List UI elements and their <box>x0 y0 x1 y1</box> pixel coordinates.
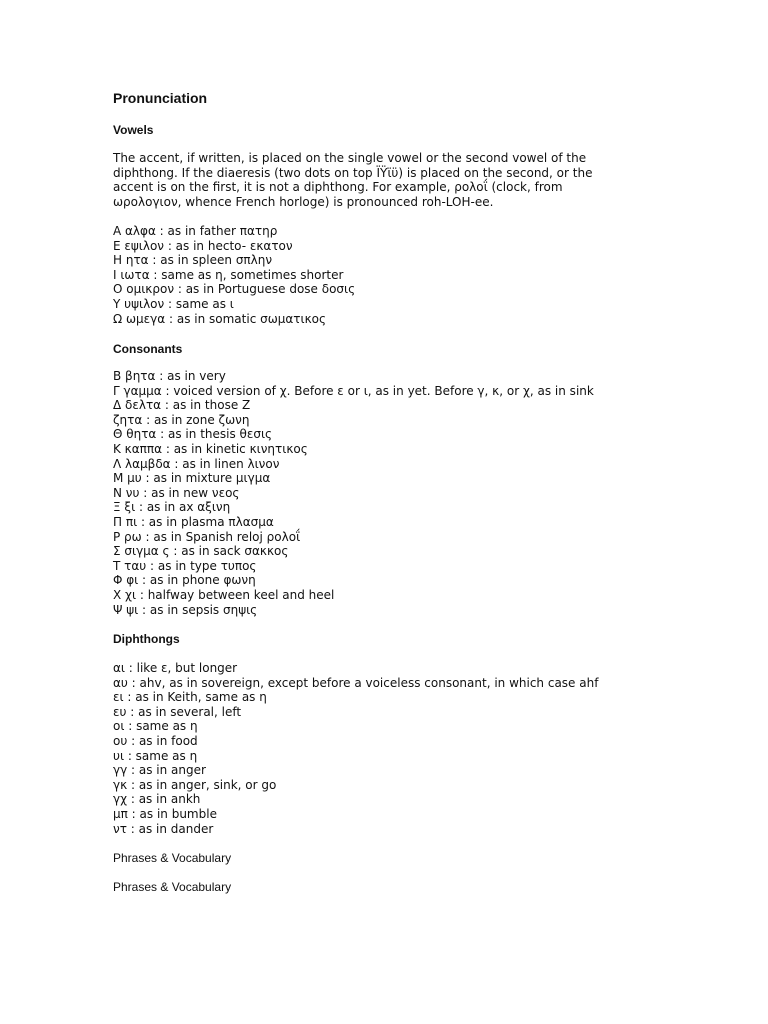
diphthongs-heading: Diphthongs <box>113 632 180 646</box>
diphthong-item: γκ : as in anger, sink, or go <box>113 777 277 792</box>
consonant-item: Ξ ξι : as in ax αξινη <box>113 500 231 515</box>
vowels-intro-line: The accent, if written, is placed on the single vowel or the second vowel of the <box>113 151 587 165</box>
diphthong-item: ντ : as in dander <box>113 821 214 836</box>
consonant-item: Κ καππα : as in kinetic κινητικος <box>113 441 308 456</box>
consonant-item: Ψ ψι : as in sepsis σηψις <box>113 602 258 617</box>
diphthong-item: ου : as in food <box>113 733 198 748</box>
consonants-heading: Consonants <box>113 342 183 356</box>
consonant-item: Μ μυ : as in mixture μιγμα <box>113 471 271 486</box>
diphthong-item: ευ : as in several, left <box>113 704 242 719</box>
vowel-item: Υ υψιλον : same as ι <box>113 296 234 311</box>
vowel-item: Ο ομικρον : as in Portuguese dose δοσις <box>113 282 356 297</box>
vowel-item: Α αλφα : as in father πατηρ <box>113 224 278 238</box>
vowels-intro <box>113 151 592 209</box>
diphthongs-list <box>113 661 598 836</box>
consonant-item: Δ δελτα : as in those Ζ <box>113 398 251 413</box>
consonant-item: Χ χι : halfway between keel and heel <box>113 587 335 602</box>
consonant-item: Π πι : as in plasma πλασμα <box>113 514 274 529</box>
consonant-item: Λ λαμβδα : as in linen λινον <box>113 456 280 471</box>
diphthong-item: οι : same as η <box>113 719 198 734</box>
consonant-item: ζητα : as in zone ζωνη <box>113 412 250 427</box>
diphthong-item: γγ : as in anger <box>113 763 206 778</box>
phrases-vocabulary-text: Phrases & Vocabulary <box>113 880 232 894</box>
consonant-item: Ρ ρω : as in Spanish reloj ρολοΐ <box>113 529 301 544</box>
phrases-vocabulary-text: Phrases & Vocabulary <box>113 851 232 865</box>
vowels-list <box>113 224 355 326</box>
vowel-item: Η ητα : as in spleen σπλην <box>113 253 273 268</box>
diphthong-item: ει : as in Keith, same as η <box>113 690 267 705</box>
vowel-item: Ι ιωτα : same as η, sometimes shorter <box>113 267 344 282</box>
vowels-heading: Vowels <box>113 123 154 137</box>
diphthong-item: αυ : ahv, as in sovereign, except before a voiceless consonant, in which case ahf <box>113 675 599 690</box>
diphthong-item: υι : same as η <box>113 748 198 763</box>
consonant-item: Β βητα : as in very <box>113 369 226 383</box>
vowel-item: Ε εψιλον : as in hecto- εκατον <box>113 238 293 253</box>
vowels-intro-line: diphthong. If the diaeresis (two dots on top ÏŸϊϋ) is placed on the second, or the <box>113 165 593 180</box>
consonant-item: Θ θητα : as in thesis θεσις <box>113 427 273 442</box>
vowels-intro-line: ωρολογιον, whence French horloge) is pronounced roh-LOH-ee. <box>113 194 494 209</box>
consonant-item: Φ φι : as in phone φωνη <box>113 573 256 588</box>
consonant-item: Σ σιγμα ς : as in sack σακκος <box>113 544 289 559</box>
consonant-item: Τ ταυ : as in type τυπος <box>113 558 257 573</box>
consonants-list <box>113 369 594 617</box>
vowel-item: Ω ωμεγα : as in somatic σωματικος <box>113 311 327 326</box>
diphthong-item: αι : like ε, but longer <box>113 661 238 675</box>
consonant-item: Ν νυ : as in new νεος <box>113 485 240 500</box>
consonant-item: Γ γαμμα : voiced version of χ. Before ε or ι, as in yet. Before γ, κ, or χ, as in sink <box>113 383 594 398</box>
vowels-intro-line: accent is on the first, it is not a diphthong. For example, ρολοΐ (clock, from <box>113 180 563 195</box>
diphthong-item: γχ : as in ankh <box>113 792 201 807</box>
diphthong-item: μπ : as in bumble <box>113 806 217 821</box>
page-title: Pronunciation <box>113 90 208 106</box>
